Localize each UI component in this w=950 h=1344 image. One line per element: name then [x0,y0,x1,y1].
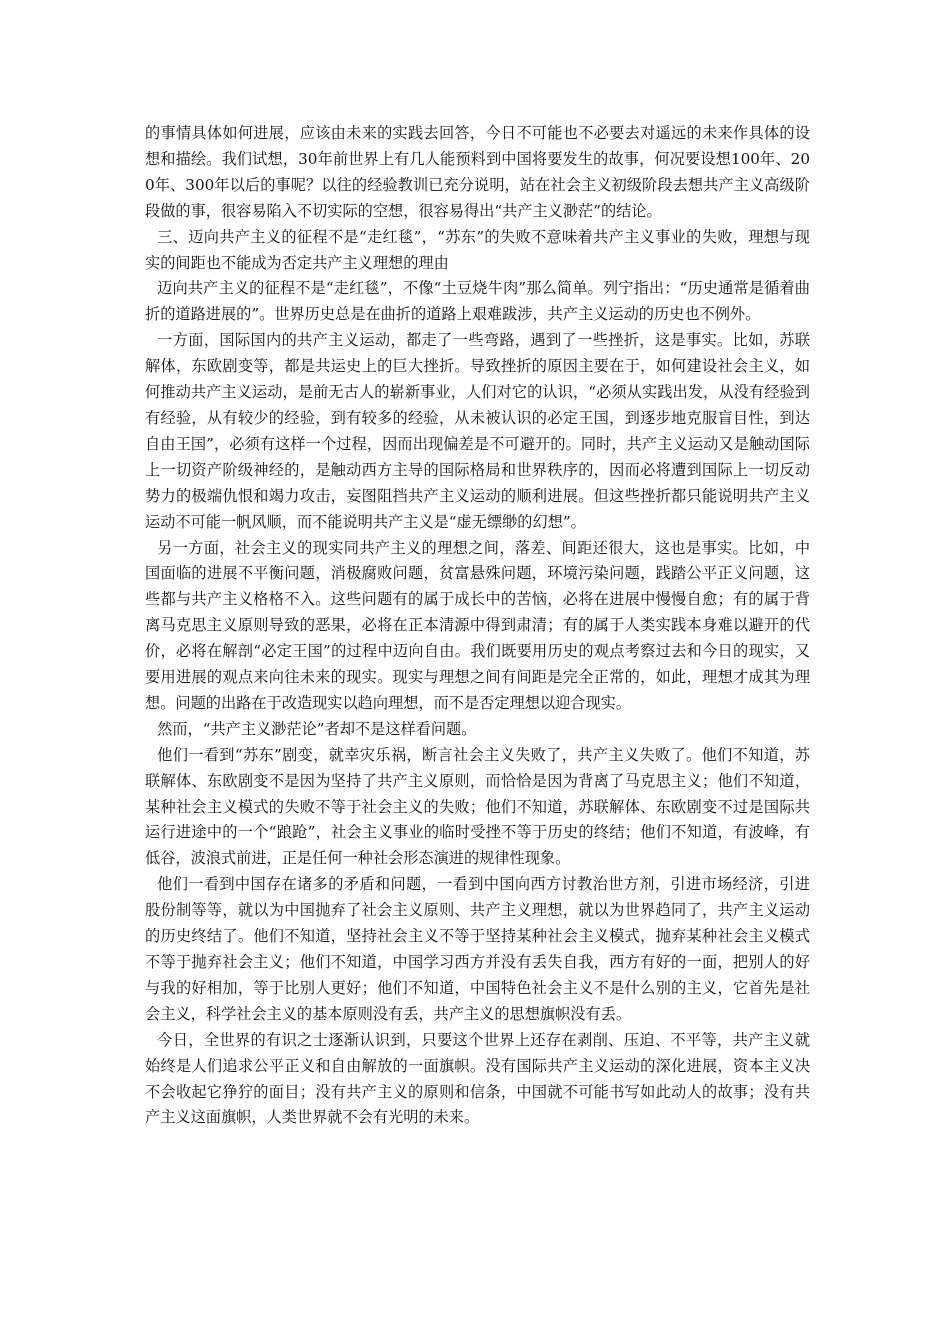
paragraph-red-carpet: 迈向共产主义的征程不是“走红毯”，不像“土豆烧牛肉”那么简单。列宁指出：“历史通常是循着曲折的道路进展的”。世界历史总是在曲折的道路上艰难跋涉，共产主义运动的历史也不例外。 [145,279,810,324]
paragraph-continuation: 的事情具体如何进展，应该由未来的实践去回答，今日不可能也不必要去对遥远的未来作具体的设想和描绘。我们试想，30年前世界上有几人能预料到中国将要发生的故事，何况要设想100年、200年、300年以后的事呢？以往的经验教训已充分说明，站在社会主义初级阶段去想共产主义高级阶段做的事，很容易陷入不切实际的空想，很容易得出“共产主义渺茫”的结论。 [145,124,810,220]
paragraph-today: 今日，全世界的有识之士逐渐认识到，只要这个世界上还存在剥削、压迫、不平等，共产主义就始终是人们追求公平正义和自由解放的一面旗帜。没有国际共产主义运动的深化进展，资本主义决不会收起它狰狞的面目；没有共产主义的原则和信条，中国就不可能书写如此动人的故事；没有共产主义这面旗帜，人类世界就不会有光明的未来。 [145,1030,810,1127]
section-heading-three: 三、迈向共产主义的征程不是“走红毯”，“苏东”的失败不意味着共产主义事业的失败，理想与现实的间距也不能成为否定共产主义理想的理由 [145,227,810,272]
paragraph-soviet-collapse: 他们一看到“苏东”剧变，就幸灾乐祸，断言社会主义失败了，共产主义失败了。他们不知道，苏联解体、东欧剧变不是因为坚持了共产主义原则，而恰恰是因为背离了马克思主义；他们不知道，某种社会主义模式的失败不等于社会主义的失败；他们不知道，苏联解体、东欧剧变不过是国际共运行进途中的一个“踉跄”，社会主义事业的临时受挫不等于历史的终结；他们不知道，有波峰，有低谷，波浪式前进，正是任何一种社会形态演进的规律性现象。 [145,745,810,868]
paragraph-one-hand: 一方面，国际国内的共产主义运动，都走了一些弯路，遇到了一些挫折，这是事实。比如，苏联解体，东欧剧变等，都是共运史上的巨大挫折。导致挫折的原因主要在于，如何建设社会主义，如何推动共产主义运动，是前无古人的崭新事业，人们对它的认识，“必须从实践出发，从没有经验到有经验，从有较少的经验，到有较多的经验，从未被认识的必定王国，到逐步地克服盲目性，到达自由王国”，必须有这样一个过程，因而出现偏差是不可避开的。同时，共产主义运动又是触动国际上一切资产阶级神经的，是触动西方主导的国际格局和世界秩序的，因而必将遭到国际上一切反动势力的极端仇恨和竭力攻击，妄图阻挡共产主义运动的顺利进展。但这些挫折都只能说明共产主义运动不可能一帆风顺，而不能说明共产主义是“虚无缥缈的幻想”。 [145,331,810,531]
document-page [145,121,810,1131]
paragraph-other-hand: 另一方面，社会主义的现实同共产主义的理想之间，落差、间距还很大，这也是事实。比如，中国面临的进展不平衡问题，消极腐败问题，贫富悬殊问题，环境污染问题，践踏公平正义问题，这些都与共产主义格格不入。这些问题有的属于成长中的苦恼，必将在进展中慢慢自愈；有的属于背离马克思主义原则导致的恶果，必将在正本清源中得到肃清；有的属于人类实践本身难以避开的代价，必将在解剖“必定王国”的过程中迈向自由。我们既要用历史的观点考察过去和今日的现实，又要用进展的观点来向往未来的现实。现实与理想之间有间距是完全正常的，如此，理想才成其为理想。问题的出路在于改造现实以趋向理想，而不是否定理想以迎合现实。 [145,538,810,712]
paragraph-china-problems: 他们一看到中国存在诸多的矛盾和问题，一看到中国向西方讨教治世方剂，引进市场经济，引进股份制等等，就以为中国抛弃了社会主义原则、共产主义理想，就以为世界趋同了，共产主义运动的历史终结了。他们不知道，坚持社会主义不等于坚持某种社会主义模式，抛弃某种社会主义模式不等于抛弃社会主义；他们不知道，中国学习西方并没有丢失自我，西方有好的一面，把别人的好与我的好相加，等于比别人更好；他们不知道，中国特色社会主义不是什么别的主义，它首先是社会主义，科学社会主义的基本原则没有丢，共产主义的思想旗帜没有丢。 [145,875,810,1023]
paragraph-however: 然而，“共产主义渺茫论”者却不是这样看问题。 [157,719,477,738]
